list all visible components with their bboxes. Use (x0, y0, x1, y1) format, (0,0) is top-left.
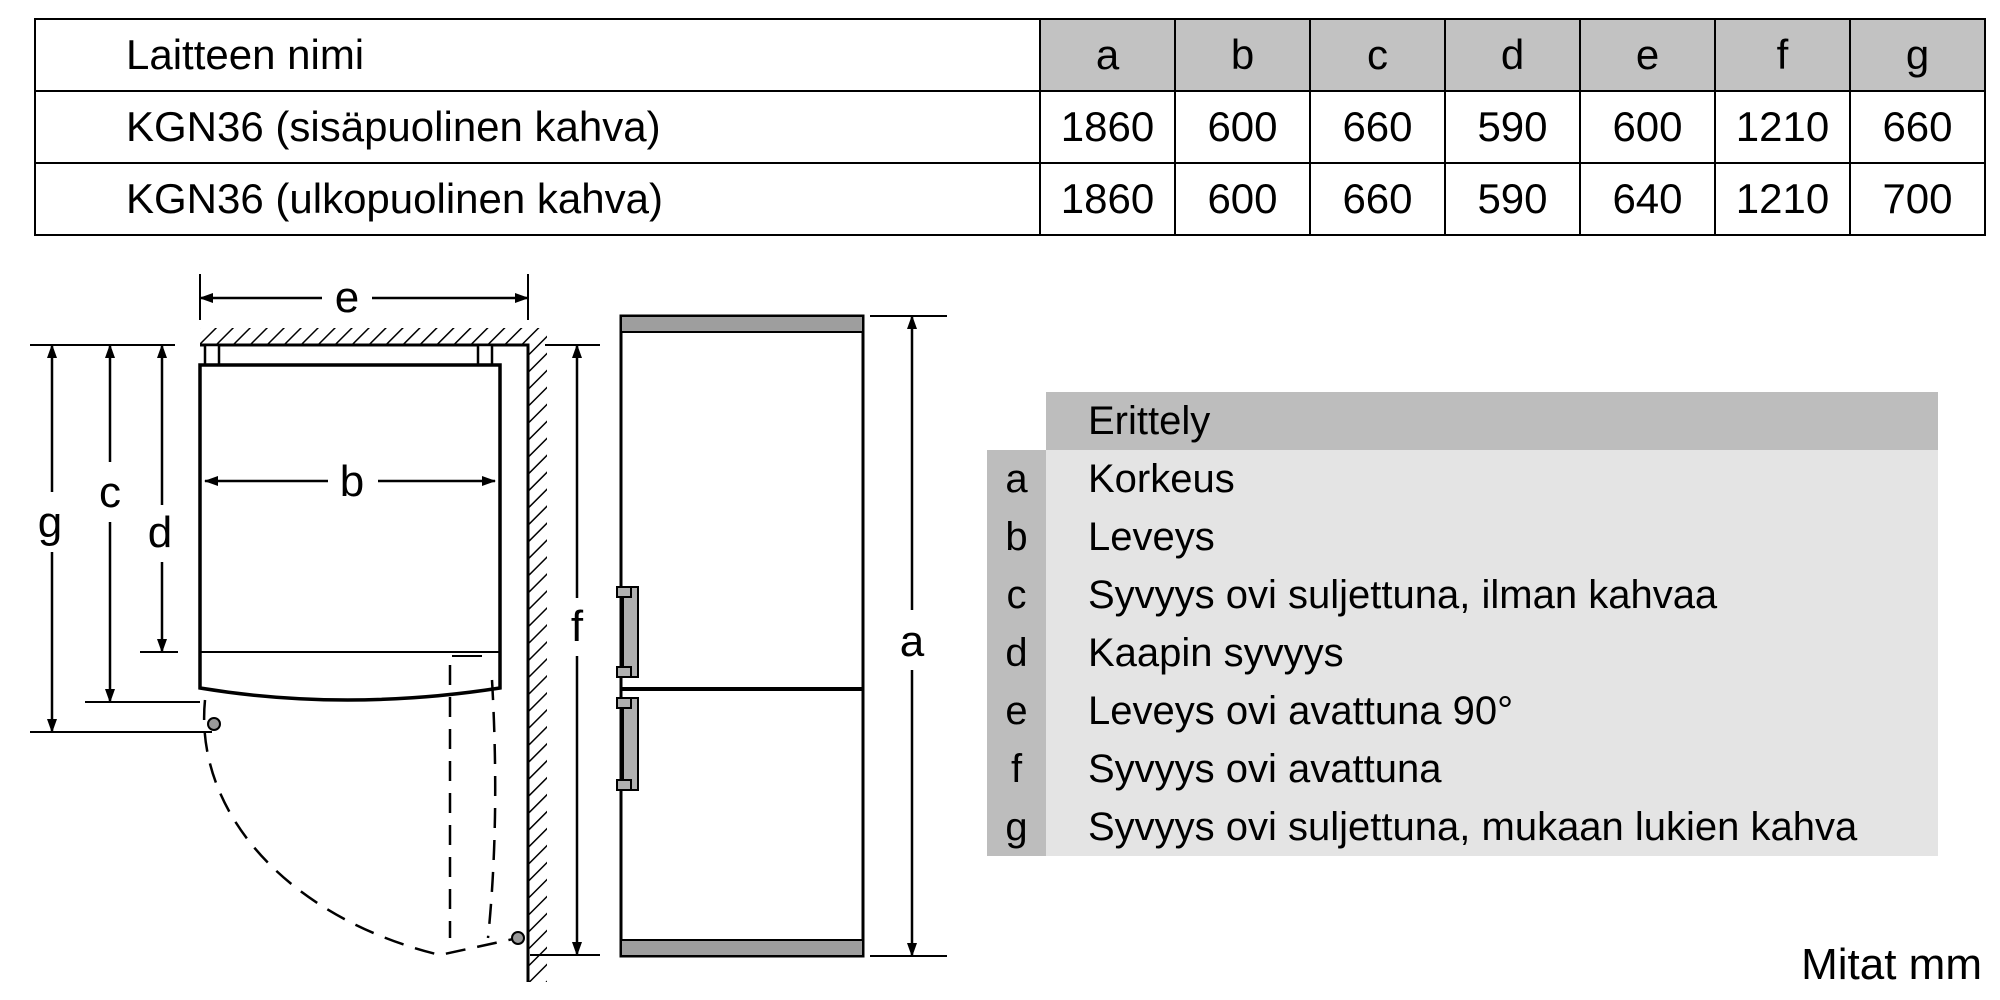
label-e: e (334, 273, 360, 322)
legend-table (987, 392, 1938, 856)
cell-g: 700 (1850, 163, 1985, 235)
col-header-g: g (1850, 19, 1985, 91)
cell-b: 600 (1175, 91, 1310, 163)
label-d: d (147, 508, 173, 557)
label-g: g (37, 498, 63, 547)
units-note: Mitat mm (1801, 940, 1982, 989)
cell-a: 1860 (1040, 91, 1175, 163)
col-header-f: f (1715, 19, 1850, 91)
legend-row (987, 508, 1938, 566)
legend-row (987, 624, 1938, 682)
legend-desc: Syvyys ovi avattuna (1046, 740, 1938, 798)
door-swing (204, 665, 524, 955)
label-b: b (339, 457, 365, 506)
legend-row (987, 682, 1938, 740)
legend-key: g (987, 798, 1046, 856)
legend-desc: Kaapin syvyys (1046, 624, 1938, 682)
legend-desc: Leveys (1046, 508, 1938, 566)
device-name-header: Laitteen nimi (35, 19, 1040, 91)
cell-f: 1210 (1715, 91, 1850, 163)
legend-key: a (987, 450, 1046, 508)
legend-title: Erittely (1046, 392, 1938, 450)
legend-desc: Leveys ovi avattuna 90° (1046, 682, 1938, 740)
cell-c: 660 (1310, 163, 1445, 235)
label-c: c (99, 468, 121, 517)
cell-d: 590 (1445, 163, 1580, 235)
col-header-d: d (1445, 19, 1580, 91)
label-a: a (899, 617, 925, 666)
legend-header (987, 392, 1938, 450)
cabinet-top-view (200, 365, 500, 700)
col-header-a: a (1040, 19, 1175, 91)
label-f: f (570, 602, 584, 651)
legend-desc: Syvyys ovi suljettuna, mukaan lukien kahva (1046, 798, 1938, 856)
wall-spacer-left (205, 345, 219, 365)
legend-key: b (987, 508, 1046, 566)
fridge-front-view (617, 316, 863, 956)
cell-f: 1210 (1715, 163, 1850, 235)
cell-a: 1860 (1040, 163, 1175, 235)
col-header-e: e (1580, 19, 1715, 91)
legend-key: d (987, 624, 1046, 682)
cell-e: 640 (1580, 163, 1715, 235)
cell-g: 660 (1850, 91, 1985, 163)
legend-row (987, 566, 1938, 624)
legend-key: e (987, 682, 1046, 740)
legend-key: c (987, 566, 1046, 624)
cell-c: 660 (1310, 91, 1445, 163)
legend-key: f (987, 740, 1046, 798)
device-name: KGN36 (ulkopuolinen kahva) (35, 163, 1040, 235)
device-name: KGN36 (sisäpuolinen kahva) (35, 91, 1040, 163)
legend-desc: Korkeus (1046, 450, 1938, 508)
cell-b: 600 (1175, 163, 1310, 235)
legend-row (987, 798, 1938, 856)
legend-row (987, 450, 1938, 508)
legend-row (987, 740, 1938, 798)
cell-e: 600 (1580, 91, 1715, 163)
wall-spacer-right (478, 345, 492, 365)
col-header-b: b (1175, 19, 1310, 91)
cell-d: 590 (1445, 91, 1580, 163)
col-header-c: c (1310, 19, 1445, 91)
legend-desc: Syvyys ovi suljettuna, ilman kahvaa (1046, 566, 1938, 624)
